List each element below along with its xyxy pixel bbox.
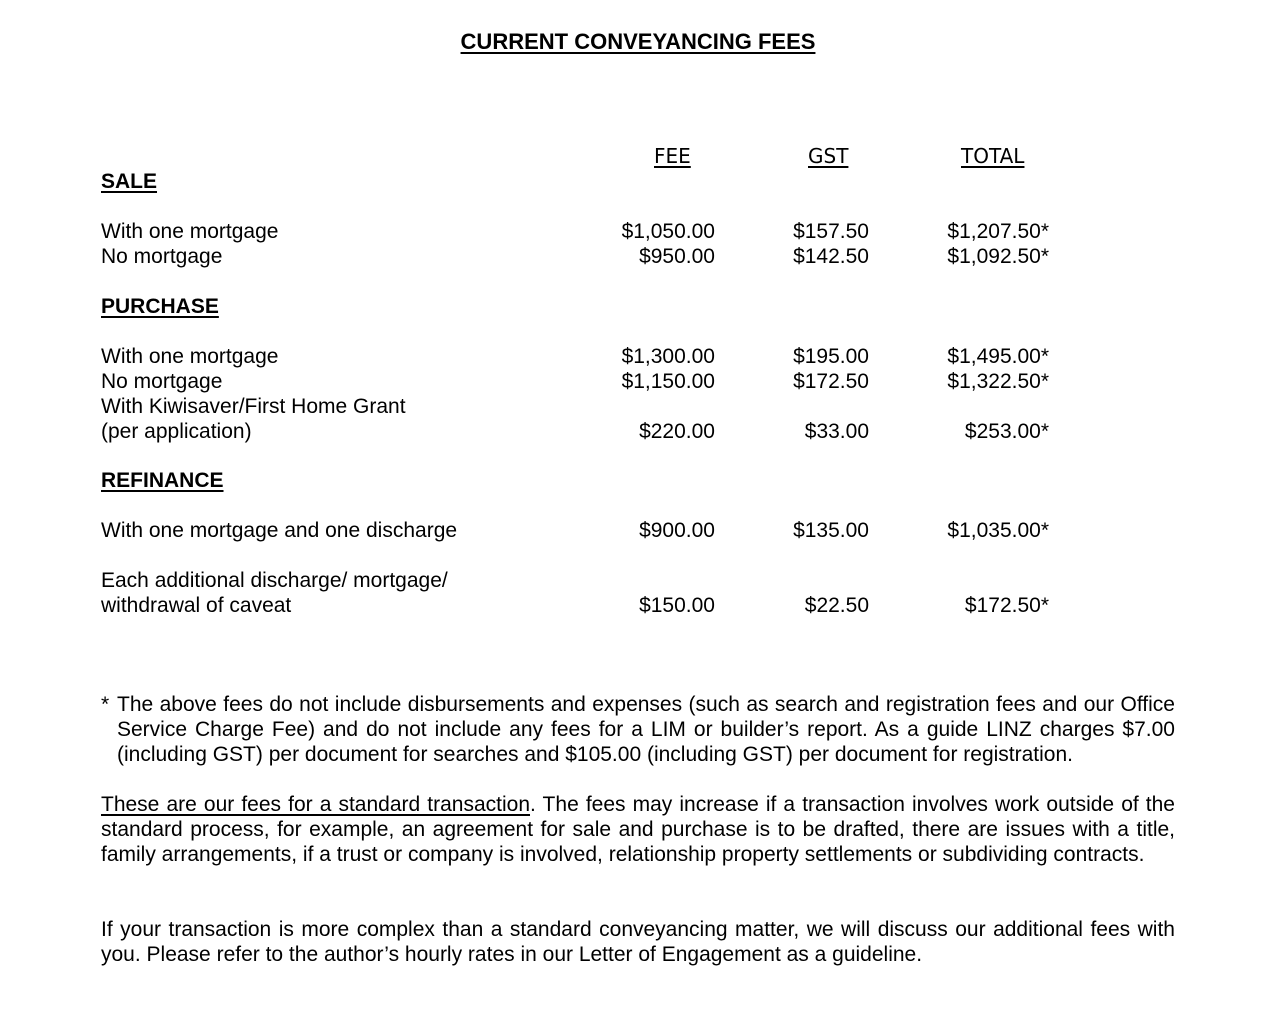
- standard-transaction-paragraph: [101, 792, 1175, 867]
- purchase-row-total: $1,495.00*: [947, 345, 1049, 368]
- sale-row-fee: $950.00: [639, 245, 715, 268]
- sale-row-gst: $157.50: [793, 220, 869, 243]
- section-heading-sale: SALE: [101, 170, 158, 193]
- purchase-row-label-continued: (per application): [101, 420, 252, 443]
- purchase-row-label: With Kiwisaver/First Home Grant: [101, 395, 406, 418]
- refinance-row-fee: $150.00: [639, 594, 715, 617]
- sale-row-label: No mortgage: [101, 245, 223, 268]
- footnote: [101, 692, 1175, 767]
- refinance-row-label: Each additional discharge/ mortgage/: [101, 569, 448, 592]
- refinance-row-total: $172.50*: [964, 594, 1049, 617]
- refinance-row-total: $1,035.00*: [947, 519, 1049, 542]
- footnote-marker: *: [101, 693, 110, 716]
- purchase-row-total: $253.00*: [964, 420, 1049, 443]
- standard-transaction-emphasis: These are our fees for a standard transaction: [101, 793, 531, 816]
- sale-row-fee: $1,050.00: [621, 220, 715, 243]
- sale-row-total: $1,092.50*: [947, 245, 1049, 268]
- footnote-text: The above fees do not include disbursements and expenses (such as search and registration fees and our Office Service Charge Fee) and do not include any fees for a LIM or builder’s report. As a guide LINZ charges $7.00 (including GST) per document for searches and $105.00 (including GST) per document for registration.: [117, 693, 1175, 766]
- purchase-row-total: $1,322.50*: [947, 370, 1049, 393]
- page-title: CURRENT CONVEYANCING FEES: [460, 29, 816, 54]
- sale-row-gst: $142.50: [793, 245, 869, 268]
- purchase-row-fee: $1,150.00: [621, 370, 715, 393]
- purchase-row-gst: $33.00: [804, 420, 869, 443]
- refinance-row-label: With one mortgage and one discharge: [101, 519, 458, 542]
- standard-transaction-text: . The fees may increase if a transaction involves work outside of the standard process, for example, an agreement for sale and purchase is to be drafted, there are issues with a title, family arrangements, if a trust or company is involved, relationship property settlements or subdividing contracts.: [101, 793, 1175, 866]
- purchase-row-fee: $220.00: [639, 420, 715, 443]
- column-header-fee: FEE: [654, 144, 691, 168]
- complex-transaction-paragraph: If your transaction is more complex than a standard conveyancing matter, we will discuss our additional fees with you. Please refer to the author’s hourly rates in our Letter of Engagement as a guideline.: [101, 918, 1175, 966]
- purchase-row-fee: $1,300.00: [621, 345, 715, 368]
- purchase-row-gst: $172.50: [793, 370, 869, 393]
- purchase-row-label: No mortgage: [101, 370, 223, 393]
- purchase-row-gst: $195.00: [793, 345, 869, 368]
- section-heading-purchase: PURCHASE: [101, 295, 219, 318]
- refinance-row-fee: $900.00: [639, 519, 715, 542]
- sale-row-total: $1,207.50*: [947, 220, 1049, 243]
- refinance-row-gst: $135.00: [793, 519, 869, 542]
- purchase-row-label: With one mortgage: [101, 345, 279, 368]
- refinance-row-label-continued: withdrawal of caveat: [101, 594, 292, 617]
- column-header-total: TOTAL: [961, 144, 1025, 168]
- refinance-row-gst: $22.50: [804, 594, 869, 617]
- column-header-gst: GST: [808, 144, 849, 168]
- section-heading-refinance: REFINANCE: [101, 469, 224, 492]
- sale-row-label: With one mortgage: [101, 220, 279, 243]
